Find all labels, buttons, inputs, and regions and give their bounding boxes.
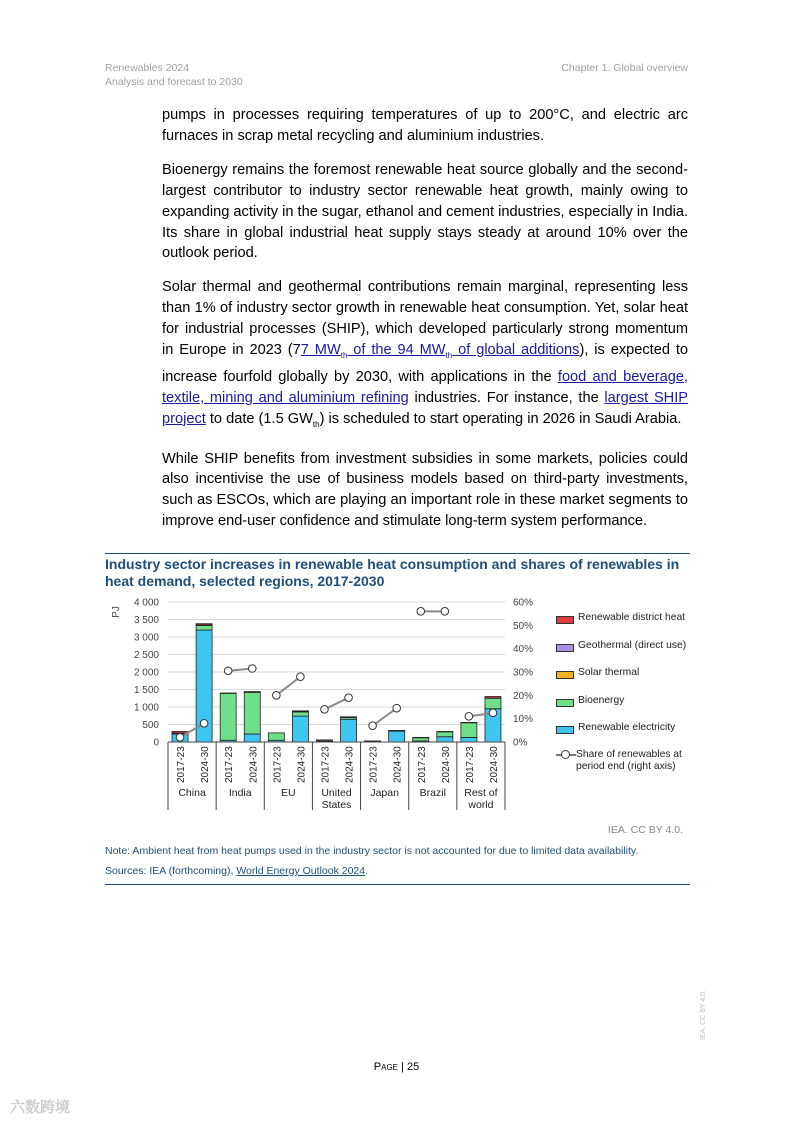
paragraph: While SHIP benefits from investment subsidies in some markets, policies could also incentivise the use of business models based on third-party investments, such as ESCOs, which are playing an important role in these market segments to improve end-user confidence and stimulate long-term system performance. (162, 450, 688, 530)
link-global-additions[interactable]: 7 $MW_{th}$ of the 94 $MW_{th}$ of global additions (300, 342, 580, 360)
share-point (200, 720, 208, 728)
x-tick-label (441, 746, 452, 783)
bar-segment (244, 734, 260, 742)
share-line (373, 708, 397, 726)
x-tick-label (393, 746, 404, 783)
y2-tick-label: 60% (513, 597, 534, 609)
legend-item (556, 640, 686, 652)
legend-label: Renewable district heat (578, 612, 686, 623)
y-tick-label: 2 000 (133, 667, 159, 679)
report-subtitle: Analysis and forecast to 2030 (105, 76, 243, 88)
legend-label: Bioenergy (578, 695, 625, 706)
group-label: United (321, 787, 352, 799)
paragraph: Solar thermal and geothermal contributions remain marginal, representing less than 1% of industry sector growth in renewable heat consumption. Yet, solar heat for industrial processes (SHIP), which developed particularly strong momentum in Europe in 2023 (77 $MW_{th}$ of the 94 $MW_{th}$ of global additions), is expected to increase fourfold globally by 2030, with applications in the food and beverage, textile, mining and aluminium refining industries. For instance, the largest SHIP project to date (1.5 $GW_{th}$) is scheduled to start operating in 2026 in Saudi Arabia. (162, 279, 689, 429)
legend-label: Solar thermal (578, 667, 640, 678)
legend-item (556, 695, 624, 707)
link-largest-ship[interactable]: largest SHIP project (162, 389, 689, 427)
share-point (248, 665, 256, 673)
share-point (417, 608, 425, 616)
bar-segment (196, 625, 212, 630)
x-tick-label: 2017-23 (368, 746, 380, 783)
bar-segment (196, 624, 212, 625)
legend-item (556, 667, 639, 679)
chart-title: Industry sector increases in renewable heat consumption and shares of renewables in heat demand, selected regions, 2017-2030 (105, 553, 690, 590)
y2-tick-label: 30% (513, 667, 534, 679)
share-point (321, 706, 329, 714)
legend-item (556, 612, 685, 624)
share-point (345, 694, 353, 702)
group-label: Rest of (464, 787, 498, 799)
x-tick-label: 2024-30 (248, 746, 260, 783)
y2-tick-label: 50% (513, 620, 534, 632)
bar-segment (485, 698, 501, 709)
x-tick-label (465, 746, 476, 783)
share-line (276, 677, 300, 696)
paragraph: Bioenergy remains the foremost renewable heat source globally and the second-largest contributor to industry sector renewable heat growth, mainly owing to expanding activity in the sugar, ethanol and cement industries, especially in India. Its share in global industrial heat supply stays steady at around 10% over the outlook period. (162, 161, 688, 262)
x-tick-label: 2024-30 (440, 746, 452, 783)
share-point (489, 709, 497, 717)
report-title: Renewables 2024 (105, 62, 190, 74)
line-marker-icon (556, 749, 576, 759)
bar-segment (485, 697, 501, 699)
bar-segment (292, 716, 308, 742)
legend-item (556, 749, 696, 773)
group-label: Brazil (419, 787, 446, 799)
share-point (297, 673, 305, 681)
y-tick-label: 4 000 (133, 597, 159, 609)
share-point (273, 692, 281, 700)
bar-segment (341, 717, 357, 718)
x-tick-label: 2017-23 (272, 746, 284, 783)
legend-swatch (556, 644, 574, 652)
legend-label: Renewable electricity (578, 722, 676, 733)
bar-segment (268, 733, 284, 740)
link-industries[interactable]: food and beverage, textile, mining and aluminium refining (162, 368, 688, 406)
group-label: Japan (370, 787, 399, 799)
bar-segment (172, 732, 188, 734)
bar-segment (292, 712, 308, 716)
y2-tick-label: 40% (513, 644, 534, 656)
share-point (465, 713, 473, 721)
y-tick-label: 1 000 (133, 702, 159, 714)
link-weo-2024[interactable]: World Energy Outlook 2024 (236, 865, 366, 877)
legend-label: Share of renewables at period end (right axis) (576, 749, 682, 772)
bar-segment (389, 731, 405, 742)
legend-item (556, 722, 675, 734)
legend-swatch (556, 616, 574, 624)
share-point (224, 667, 232, 675)
chapter-title: Chapter 1. Global overview (561, 62, 688, 74)
y-tick-label: 0 (153, 737, 159, 749)
y-tick-label: 3 000 (133, 632, 159, 644)
watermark: 六数跨境 (10, 1099, 71, 1116)
share-point (441, 608, 449, 616)
bar-segment (220, 693, 236, 740)
share-point (176, 734, 184, 742)
y2-tick-label: 10% (513, 714, 534, 726)
bar-segment (244, 692, 260, 693)
group-label: India (228, 787, 252, 799)
bar-segment (413, 738, 429, 741)
legend-swatch (556, 726, 574, 734)
bar-segment (292, 711, 308, 712)
bar-segment (437, 737, 453, 742)
y-tick-label: 3 500 (133, 615, 159, 626)
y2-tick-label: 20% (513, 690, 534, 702)
legend-swatch (556, 671, 574, 679)
paragraph: pumps in processes requiring temperatures of up to 200°C, and electric arc furnaces in scrap metal recycling and aluminium industries. (162, 107, 688, 144)
bar-segment (341, 719, 357, 742)
x-tick-label (369, 746, 380, 783)
chart-sources: Sources: IEA (forthcoming), World Energy Outlook 2024. (105, 865, 369, 877)
group-label: States (321, 799, 352, 811)
group-label: EU (281, 787, 296, 799)
legend-label: Geothermal (direct use) (578, 640, 687, 651)
bar-segment (244, 692, 260, 734)
legend-swatch (556, 699, 574, 707)
divider (105, 884, 690, 885)
x-tick-label: 2024-30 (296, 746, 308, 783)
x-tick-label: 2017-23 (416, 746, 428, 783)
y-tick-label: 500 (142, 720, 159, 731)
bar-segment (461, 723, 477, 738)
group-label: China (178, 787, 206, 799)
y-tick-label: 2 500 (133, 650, 159, 661)
side-credit: IEA. CC BY 4.0. (700, 989, 707, 1040)
source-credit: IEA. CC BY 4.0. (607, 824, 683, 836)
x-tick-label: 2017-23 (464, 746, 476, 783)
group-label: world (468, 799, 494, 811)
y-axis-label: PJ (111, 606, 122, 618)
x-tick-label: 2024-30 (392, 746, 404, 783)
bar-segment (461, 737, 477, 742)
x-tick-label: 2024-30 (488, 746, 500, 783)
bar-segment (437, 732, 453, 737)
share-point (369, 722, 377, 730)
share-point (393, 704, 401, 712)
y-tick-label: 1 500 (133, 685, 159, 696)
chart-note: Note: Ambient heat from heat pumps used in the industry sector is not accounted for due to limited data availability. (105, 845, 639, 857)
y2-tick-label: 0% (513, 737, 528, 749)
page-number: Page | 25 (373, 1061, 420, 1073)
x-tick-label: 2017-23 (176, 746, 188, 783)
